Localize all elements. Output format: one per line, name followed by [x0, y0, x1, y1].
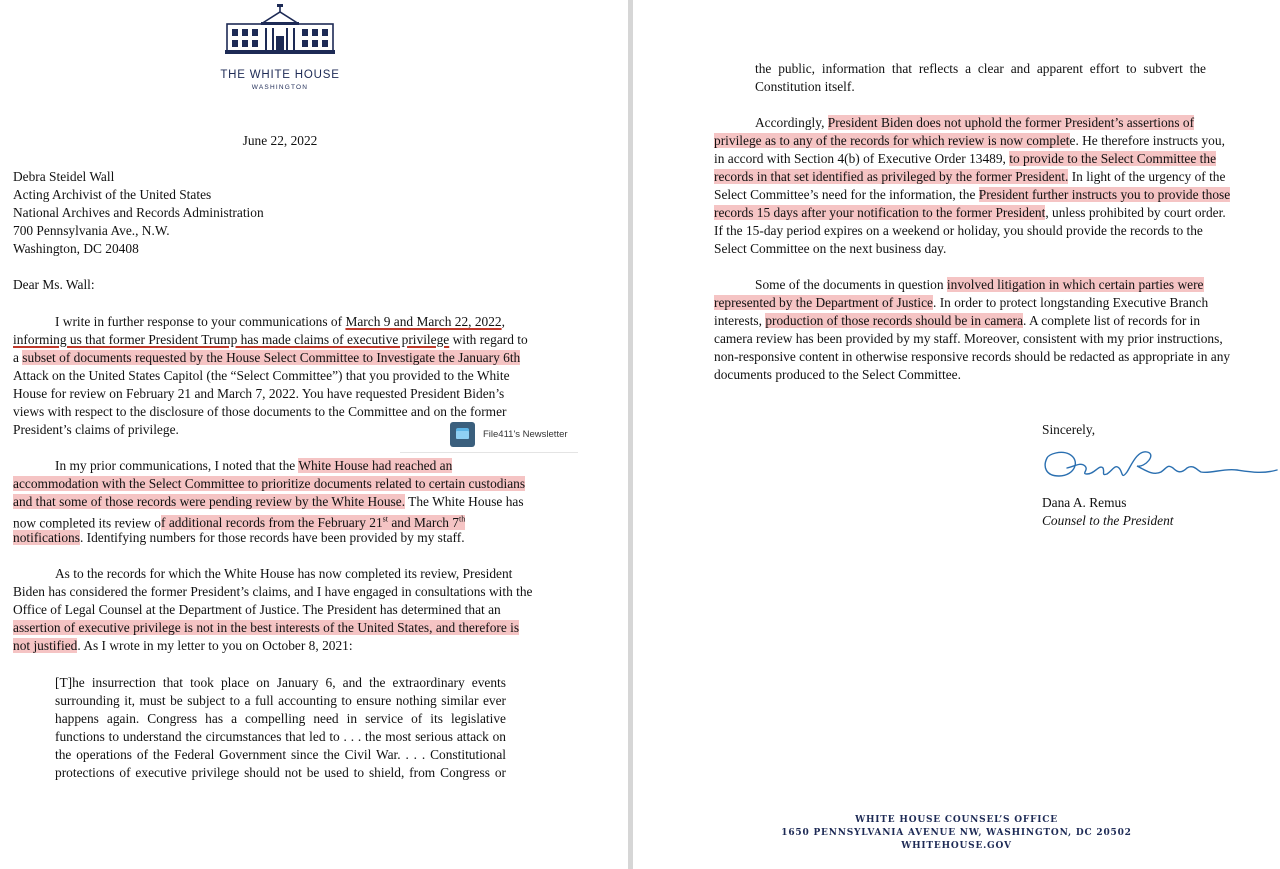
letter-page-1	[0, 0, 628, 869]
quote-line: functions to understand the circumstances that led to . . . the most serious attack on	[55, 729, 506, 744]
paragraph-line: notifications. Identifying numbers for those records have been provided by my staff.	[13, 530, 465, 545]
paragraph-line: informing us that former President Trump has made claims of executive privilege with regard to	[13, 332, 528, 347]
paragraph-line: non-responsive content in otherwise responsive records should be redacted as appropriate in any	[714, 349, 1231, 364]
letter-page-2	[633, 0, 1280, 869]
paragraph-line: House for review on February 21 and March 7, 2022. You have requested President Biden’s	[13, 386, 505, 401]
paragraph-line: accommodation with the Select Committee to prioritize documents related to certain custodians	[13, 476, 526, 491]
newsletter-badge[interactable]	[400, 419, 578, 453]
paragraph-line: records 15 days after your notification to the former President, unless prohibited by court order.	[714, 205, 1226, 220]
quote-line: happens again. Congress has a compelling need in service of its legislative	[55, 711, 506, 726]
paragraph-line: As to the records for which the White House has now completed its review, President	[55, 566, 513, 581]
paragraph-line: in accord with Section 4(b) of Executive Order 13489, to provide to the Select Committee the	[714, 151, 1217, 166]
paragraph-line: a subset of documents requested by the House Select Committee to Investigate the January 6th	[13, 350, 521, 365]
quote-line: the operations of the Federal Government since the Civil War. . . . Constitutional	[55, 747, 506, 762]
signature-image	[1041, 440, 1280, 490]
quote-line: [T]he insurrection that took place on January 6, and the extraordinary events	[55, 675, 506, 690]
paragraph-line: Biden has considered the former President’s claims, and I have engaged in consultations with the	[13, 584, 533, 599]
quote-line: the public, information that reflects a clear and apparent effort to subvert the	[755, 61, 1206, 76]
paragraph-line: represented by the Department of Justice. In order to protect longstanding Executive Branch	[714, 295, 1209, 310]
paragraph-line: Some of the documents in question involved litigation in which certain parties were	[755, 277, 1204, 292]
paragraph-line: interests, production of those records should be in camera. A complete list of records for in	[714, 313, 1201, 328]
paragraph-line: Attack on the United States Capitol (the “Select Committee”) that you provided to the White	[13, 368, 510, 383]
paragraph-line: Select Committee’s need for the information, the President further instructs you to provide those	[714, 187, 1231, 202]
paragraph-line: If the 15-day period expires on a weekend or holiday, you should provide the records to the	[714, 223, 1203, 238]
paragraph-line: Office of Legal Counsel at the Department of Justice. The President has determined that an	[13, 602, 501, 617]
signer-name: Dana A. Remus	[1042, 495, 1127, 510]
signer-title: Counsel to the President	[1042, 513, 1174, 528]
letter-date: June 22, 2022	[242, 133, 318, 148]
paragraph-line: views with respect to the disclosure of those documents to the Committee and on the former	[13, 404, 507, 419]
paragraph-line: privilege as to any of the records for which review is now complete. He therefore instructs you,	[714, 133, 1225, 148]
address-line: 700 Pennsylvania Ave., N.W.	[13, 223, 170, 238]
address-line: National Archives and Records Administration	[13, 205, 264, 220]
quote-line: protections of executive privilege should not be used to shield, from Congress or	[55, 765, 506, 780]
white-house-logo	[214, 4, 346, 61]
quote-line: Constitution itself.	[755, 79, 855, 94]
footer-office: WHITE HOUSE COUNSEL’S OFFICE	[855, 815, 1058, 825]
address-line: Acting Archivist of the United States	[13, 187, 212, 202]
footer-address: 1650 PENNSYLVANIA AVENUE NW, WASHINGTON, DC 20502	[781, 828, 1132, 838]
quote-line: surrounding it, must be subject to a full accounting to ensure nothing similar ever	[55, 693, 506, 708]
newsletter-icon	[450, 422, 475, 447]
paragraph-line: records in that set identified as privileged by the former President. In light of the urgency of the	[714, 169, 1226, 184]
paragraph-line: now completed its review of additional records from the February 21st and March 7th	[13, 515, 466, 531]
footer-website[interactable]: WHITEHOUSE.GOV	[901, 841, 1012, 851]
paragraph-line: camera review has been provided by my staff. Moreover, consistent with my prior instructions,	[714, 331, 1223, 346]
salutation: Dear Ms. Wall:	[13, 277, 95, 292]
paragraph-line: President’s claims of privilege.	[13, 422, 179, 437]
address-line: Debra Steidel Wall	[13, 169, 115, 184]
paragraph-line: documents produced to the Select Committee.	[714, 367, 961, 382]
address-line: Washington, DC 20408	[13, 241, 139, 256]
paragraph-line: assertion of executive privilege is not in the best interests of the United States, and therefore is	[13, 620, 520, 635]
newsletter-label: File411's Newsletter	[483, 429, 568, 440]
paragraph-line: In my prior communications, I noted that the White House had reached an	[55, 458, 453, 473]
org-subtitle: WASHINGTON	[251, 84, 309, 91]
org-name: THE WHITE HOUSE	[220, 69, 340, 81]
paragraph-line: I write in further response to your communications of March 9 and March 22, 2022,	[55, 314, 505, 329]
paragraph-line: and that some of those records were pending review by the White House. The White House has	[13, 494, 524, 509]
paragraph-line: Select Committee on the next business day.	[714, 241, 947, 256]
paragraph-line: Accordingly, President Biden does not uphold the former President’s assertions of	[755, 115, 1195, 130]
paragraph-line: not justified. As I wrote in my letter to you on October 8, 2021:	[13, 638, 353, 653]
valediction: Sincerely,	[1042, 422, 1096, 437]
